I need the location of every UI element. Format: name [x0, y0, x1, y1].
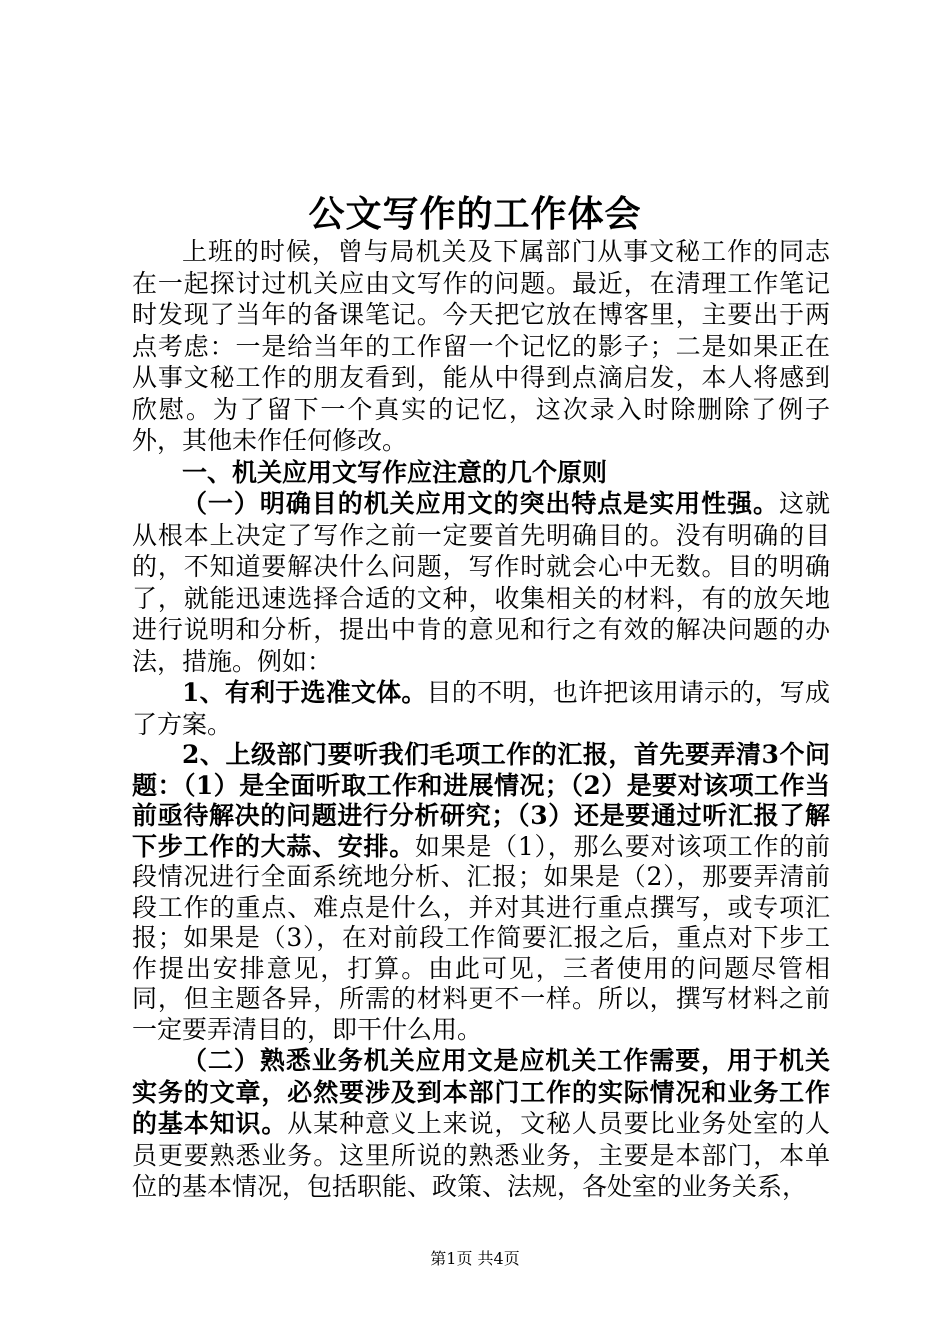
paragraph-intro: 上班的时候，曾与局机关及下属部门从事文秘工作的同志在一起探讨过机关应由文写作的问题。最近，在清理工作笔记时发现了当年的备课笔记。今天把它放在博客里，主要出于两点考虑：一是给当年的工作留一个记忆的影子；二是如果正在从事文秘工作的朋友看到，能从中得到点滴启发，本人将感到欣慰。为了留下一个真实的记忆，这次录入时除删除了例子外，其他未作任何修改。	[132, 237, 830, 455]
item1-body-text: 目的不明，也许把该用请示的，写成了方案。	[132, 678, 830, 739]
paragraph-sub2	[132, 1045, 830, 1203]
section-heading-1: 一、机关应用文写作应注意的几个原则	[182, 457, 608, 487]
sub2-bold-lead: （二）熟悉业务机关应用文是应机关工作需要，用于机关实务的文章，必然要涉及到本部门工作的实际情况和业务工作的基本知识。	[132, 1046, 830, 1138]
item2-bold-lead: 2、上级部门要听我们毛项工作的汇报，首先要弄清3个问题：（1）是全面听取工作和进展情况；（2）是要对该项工作当前亟待解决的问题进行分析研究；（3）还是要通过听汇报了解下步工作的大蒜、安排。	[132, 740, 830, 861]
paragraph-item1	[132, 677, 830, 740]
item2-body-text: 如果是（1），那么要对该项工作的前段情况进行全面系统地分析、汇报；如果是（2），那要弄清前段工作的重点、难点是什么，并对其进行重点撰写，或专项汇报；如果是（3），在对前段工作简要汇报之后，重点对下步工作提出安排意见，打算。由此可见，三者使用的问题尽管相同，但主题各异，所需的材料更不一样。所以，撰写材料之前一定要弄清目的，即干什么用。	[132, 831, 830, 1044]
document-body	[132, 236, 830, 1203]
page-footer: 第1页 共4页	[430, 1249, 520, 1268]
item1-bold-lead: 1、有利于选准文体。	[182, 678, 427, 707]
sub1-bold-lead: （一）明确目的机关应用文的突出特点是实用性强。	[182, 489, 780, 518]
paragraph-item2	[132, 740, 830, 1045]
paragraph-sub1	[132, 488, 830, 677]
sub2-body-text: 从某种意义上来说，文秘人员要比业务处室的人员更要熟悉业务。这里所说的熟悉业务，主要是本部门，本单位的基本情况，包括职能、政策、法规，各处室的业务关系，	[132, 1109, 830, 1201]
document-title: 公文写作的工作体会	[308, 193, 642, 235]
sub1-body-text: 这就从根本上决定了写作之前一定要首先明确目的。没有明确的目的，不知道要解决什么问题，写作时就会心中无数。目的明确了，就能迅速选择合适的文种，收集相关的材料，有的放矢地进行说明和分析，提出中肯的意见和行之有效的解决问题的办法，措施。例如：	[132, 489, 830, 676]
